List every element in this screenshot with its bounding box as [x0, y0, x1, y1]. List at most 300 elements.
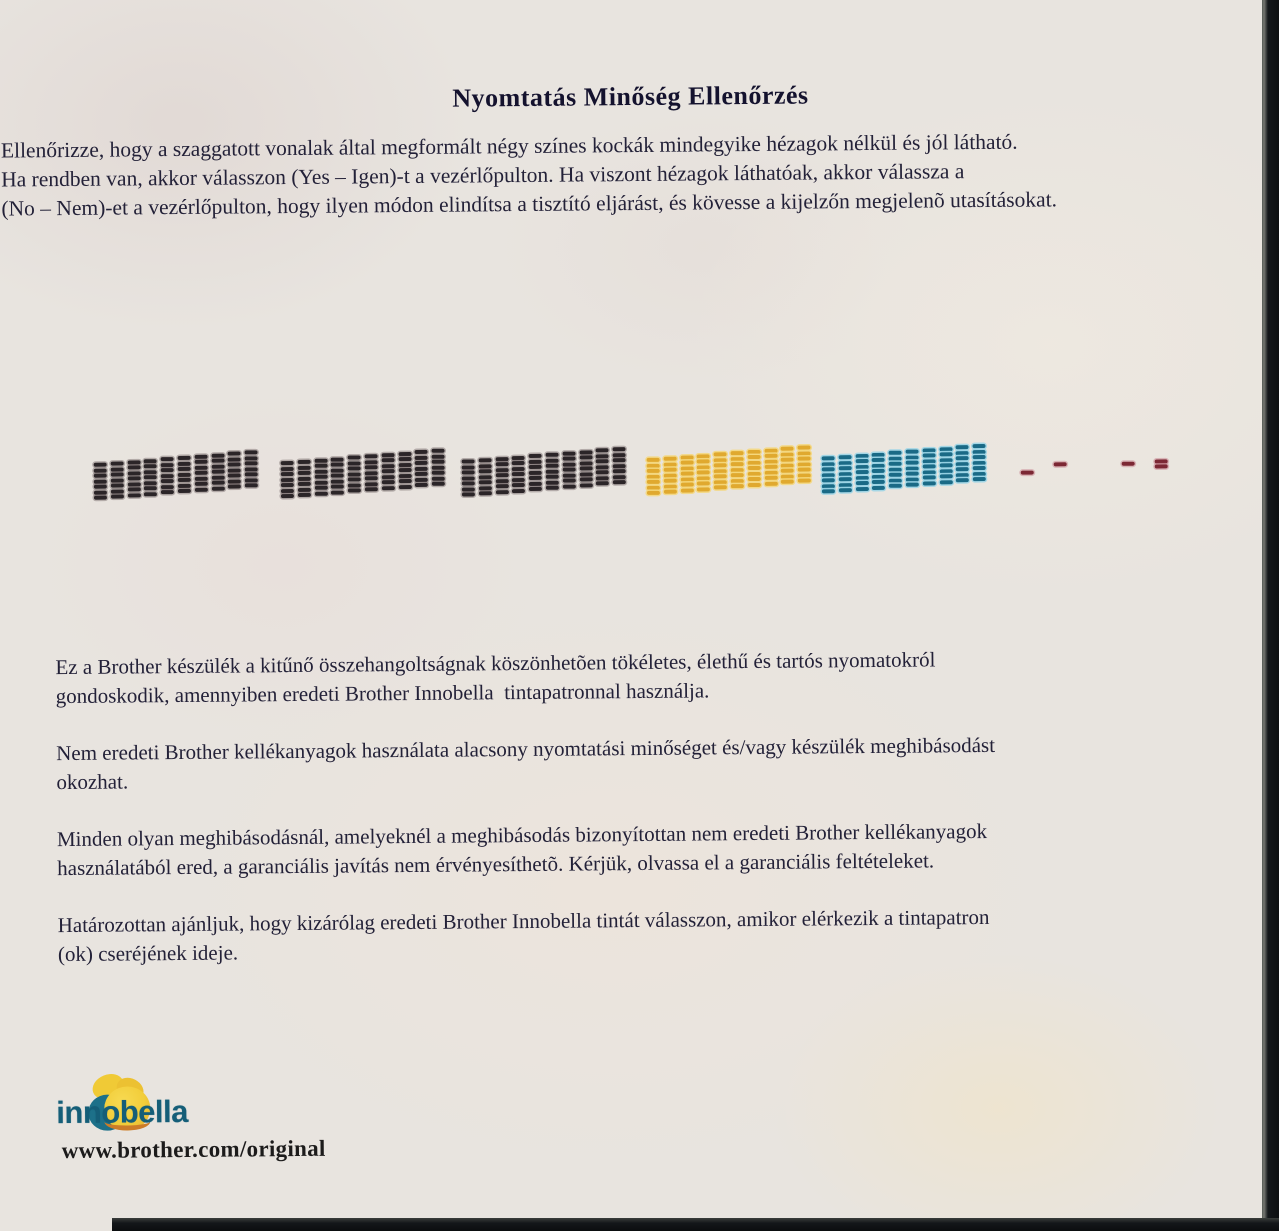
paragraph-line: gondoskodik, amennyiben eredeti Brother Innobella tintapatronnal használja.	[55, 677, 710, 708]
ink-dash	[748, 477, 761, 481]
ink-dash	[94, 463, 107, 467]
ink-dash	[398, 452, 411, 456]
ink-dash	[747, 466, 760, 470]
ink-dash	[906, 477, 919, 481]
ink-dash	[647, 474, 660, 478]
ink-dash	[495, 479, 508, 483]
ink-dash	[764, 476, 777, 480]
ink-dash	[922, 453, 935, 457]
ink-dash	[365, 460, 378, 464]
ink-dash	[365, 482, 378, 486]
ink-dash	[281, 472, 294, 476]
brother-url: www.brother.com/original	[61, 1135, 326, 1164]
ink-dash	[178, 462, 191, 466]
ink-dash	[822, 489, 835, 493]
ink-dash	[398, 468, 411, 472]
ink-dash	[211, 459, 224, 463]
ink-dash	[956, 451, 969, 455]
ink-dash	[889, 456, 902, 460]
ink-dash	[855, 459, 868, 463]
ink-dash	[495, 490, 508, 494]
ink-dash	[478, 464, 491, 468]
ink-dash	[178, 467, 191, 471]
ink-dash	[314, 458, 327, 462]
ink-dash	[855, 453, 868, 457]
print-quality-pattern	[0, 440, 1278, 511]
ink-dash	[697, 476, 710, 480]
ink-dash	[161, 474, 174, 478]
ink-dash	[697, 471, 710, 475]
ink-dash	[596, 465, 609, 469]
ink-dash	[906, 466, 919, 470]
ink-dash	[563, 468, 576, 472]
ink-dash	[529, 454, 542, 458]
ink-dash	[382, 475, 395, 479]
ink-dash	[647, 463, 660, 467]
ink-dash	[381, 464, 394, 468]
ink-dash	[546, 464, 559, 468]
ink-dash	[415, 466, 428, 470]
ink-dash	[432, 466, 445, 470]
ink-dash	[747, 460, 760, 464]
page-title: Nyomtatás Minőség Ellenőrzés	[452, 80, 809, 113]
ink-dash	[144, 487, 157, 491]
ink-dash	[479, 481, 492, 485]
ink-dash	[512, 489, 525, 493]
ink-dash	[432, 471, 445, 475]
ink-dash	[382, 486, 395, 490]
ink-dash	[348, 477, 361, 481]
pattern-block-black-3	[462, 446, 633, 507]
logo-text: innobella	[56, 1093, 189, 1131]
ink-dash	[781, 458, 794, 462]
ink-dash	[596, 476, 609, 480]
ink-dash	[664, 485, 677, 489]
ink-dash	[194, 454, 207, 458]
ink-dash	[838, 461, 851, 465]
ink-dash	[365, 455, 378, 459]
ink-dash	[973, 455, 986, 459]
ink-dash	[297, 460, 310, 464]
ink-dash	[906, 483, 919, 487]
ink-dash	[281, 489, 294, 493]
paragraph-line: okozhat.	[56, 768, 129, 794]
ink-dash	[529, 481, 542, 485]
ink-dash	[144, 476, 157, 480]
ink-dash	[764, 449, 777, 453]
ink-dash	[314, 475, 327, 479]
ink-dash	[680, 472, 693, 476]
ink-dash	[613, 464, 626, 468]
ink-dash	[889, 451, 902, 455]
ink-dash	[415, 461, 428, 465]
ink-dash	[764, 465, 777, 469]
ink-dash	[512, 478, 525, 482]
pattern-block-yellow	[647, 444, 818, 505]
ink-dash	[94, 474, 107, 478]
ink-dash	[495, 468, 508, 472]
ink-dash	[939, 480, 952, 484]
ink-dash	[245, 462, 258, 466]
ink-dash	[1155, 465, 1168, 469]
ink-dash	[365, 477, 378, 481]
ink-dash	[512, 456, 525, 460]
ink-dash	[781, 447, 794, 451]
ink-dash	[314, 491, 327, 495]
ink-dash	[479, 486, 492, 490]
ink-dash	[432, 477, 445, 481]
ink-dash	[331, 457, 344, 461]
ink-dash	[680, 488, 693, 492]
ink-dash	[613, 453, 626, 457]
ink-dash	[748, 482, 761, 486]
ink-dash	[956, 467, 969, 471]
ink-dash	[144, 470, 157, 474]
ink-dash	[714, 485, 727, 489]
ink-dash	[680, 483, 693, 487]
ink-dash	[144, 481, 157, 485]
ink-dash	[613, 469, 626, 473]
ink-dash	[839, 488, 852, 492]
ink-dash	[415, 450, 428, 454]
ink-dash	[889, 462, 902, 466]
ink-dash	[144, 492, 157, 496]
ink-dash	[161, 490, 174, 494]
ink-dash	[178, 478, 191, 482]
ink-dash	[838, 455, 851, 459]
ink-dash	[365, 466, 378, 470]
ink-dash	[906, 461, 919, 465]
ink-dash	[529, 470, 542, 474]
ink-dash	[781, 474, 794, 478]
ink-dash	[906, 472, 919, 476]
ink-dash	[923, 481, 936, 485]
ink-dash	[479, 492, 492, 496]
ink-dash	[872, 480, 885, 484]
ink-dash	[973, 477, 986, 481]
ink-dash	[228, 468, 241, 472]
ink-dash	[529, 476, 542, 480]
ink-dash	[331, 479, 344, 483]
ink-dash	[798, 479, 811, 483]
ink-dash	[211, 475, 224, 479]
ink-dash	[855, 464, 868, 468]
ink-dash	[178, 456, 191, 460]
ink-dash	[195, 487, 208, 491]
pattern-block-cyan	[822, 443, 993, 504]
ink-dash	[298, 488, 311, 492]
ink-dash	[94, 496, 107, 500]
ink-dash	[178, 484, 191, 488]
ink-dash	[747, 449, 760, 453]
ink-dash	[194, 460, 207, 464]
ink-dash	[956, 473, 969, 477]
ink-dash	[596, 459, 609, 463]
ink-dash	[822, 456, 835, 460]
ink-dash	[161, 457, 174, 461]
ink-dash	[579, 478, 592, 482]
ink-dash	[495, 457, 508, 461]
ink-dash	[1155, 459, 1168, 463]
ink-dash	[822, 473, 835, 477]
ink-dash	[579, 450, 592, 454]
ink-dash	[348, 472, 361, 476]
ink-dash	[462, 487, 475, 491]
ink-dash	[973, 472, 986, 476]
ink-dash	[495, 484, 508, 488]
ink-dash	[764, 471, 777, 475]
ink-dash	[956, 445, 969, 449]
ink-dash	[195, 476, 208, 480]
paragraph-line: használatából ered, a garanciális javítás nem érvényesíthetõ. Kérjük, olvassa el a garanciális feltételeket.	[57, 847, 935, 880]
ink-dash	[764, 482, 777, 486]
ink-dash	[195, 482, 208, 486]
ink-dash	[731, 451, 744, 455]
ink-dash	[314, 469, 327, 473]
ink-dash	[956, 462, 969, 466]
ink-dash	[161, 468, 174, 472]
ink-dash	[245, 484, 258, 488]
ink-dash	[680, 477, 693, 481]
ink-dash	[872, 464, 885, 468]
ink-dash	[680, 466, 693, 470]
ink-dash	[731, 468, 744, 472]
ink-dash	[596, 481, 609, 485]
ink-dash	[462, 459, 475, 463]
ink-dash	[348, 461, 361, 465]
ink-dash	[781, 452, 794, 456]
ink-dash	[546, 481, 559, 485]
ink-dash	[298, 471, 311, 475]
ink-dash	[245, 451, 258, 455]
ink-dash	[228, 457, 241, 461]
ink-dash	[872, 469, 885, 473]
ink-dash	[647, 458, 660, 462]
ink-dash	[781, 463, 794, 467]
ink-dash	[562, 451, 575, 455]
ink-dash	[398, 474, 411, 478]
ink-dash	[855, 475, 868, 479]
ink-dash	[245, 456, 258, 460]
paragraph-line: Minden olyan meghibásodásnál, amelyeknél a meghibásodás bizonyítottan nem eredeti Brother kellékanyagok	[56, 818, 988, 852]
ink-dash	[331, 468, 344, 472]
ink-dash	[664, 479, 677, 483]
ink-dash	[495, 462, 508, 466]
ink-dash	[127, 460, 140, 464]
ink-dash	[398, 457, 411, 461]
ink-dash	[331, 490, 344, 494]
ink-dash	[731, 457, 744, 461]
ink-dash	[839, 483, 852, 487]
ink-dash	[111, 489, 124, 493]
ink-dash	[331, 485, 344, 489]
ink-dash	[144, 465, 157, 469]
ink-dash	[731, 462, 744, 466]
ink-dash	[647, 469, 660, 473]
ink-dash	[245, 473, 258, 477]
ink-dash	[872, 475, 885, 479]
ink-dash	[872, 486, 885, 490]
ink-dash	[365, 471, 378, 475]
ink-dash	[128, 493, 141, 497]
pattern-block-black-2	[281, 448, 452, 509]
ink-dash	[822, 484, 835, 488]
ink-dash	[512, 483, 525, 487]
ink-dash	[714, 469, 727, 473]
ink-dash	[462, 476, 475, 480]
ink-dash	[348, 455, 361, 459]
ink-dash	[939, 464, 952, 468]
ink-dash	[211, 464, 224, 468]
ink-dash	[298, 477, 311, 481]
ink-dash	[194, 465, 207, 469]
ink-dash	[127, 487, 140, 491]
ink-dash	[94, 479, 107, 483]
ink-dash	[529, 459, 542, 463]
ink-dash	[939, 469, 952, 473]
ink-dash	[348, 483, 361, 487]
ink-dash	[432, 449, 445, 453]
ink-dash	[479, 475, 492, 479]
scan-edge-bottom	[112, 1218, 1279, 1231]
ink-dash	[579, 472, 592, 476]
ink-dash	[839, 472, 852, 476]
ink-dash	[331, 474, 344, 478]
ink-dash	[245, 467, 258, 471]
ink-dash	[872, 458, 885, 462]
ink-dash	[415, 483, 428, 487]
ink-dash	[956, 456, 969, 460]
ink-dash	[922, 464, 935, 468]
intro-line: (No – Nem)-et a vezérlőpulton, hogy ilyen módon elindítsa a tisztító eljárást, és kövesse a kijelzőn megjelenõ utasításokat.	[1, 187, 1058, 221]
ink-dash	[939, 453, 952, 457]
ink-dash	[546, 486, 559, 490]
ink-dash	[747, 455, 760, 459]
ink-dash	[563, 479, 576, 483]
ink-dash	[579, 483, 592, 487]
ink-dash	[939, 475, 952, 479]
ink-dash	[855, 481, 868, 485]
ink-dash	[127, 482, 140, 486]
ink-dash	[462, 470, 475, 474]
intro-line: Ha rendben van, akkor válasszon (Yes – Igen)-t a vezérlőpulton. Ha viszont hézagok láthatóak, akkor válassza a	[1, 159, 965, 192]
ink-dash	[281, 467, 294, 471]
ink-dash	[939, 447, 952, 451]
ink-dash	[714, 480, 727, 484]
ink-dash	[512, 472, 525, 476]
ink-dash	[697, 465, 710, 469]
ink-dash	[381, 453, 394, 457]
ink-dash	[764, 460, 777, 464]
paragraph-genuine-ink	[55, 643, 1185, 710]
ink-dash	[415, 455, 428, 459]
ink-dash	[562, 457, 575, 461]
paragraph-line: Határozottan ajánljuk, hogy kizárólag eredeti Brother Innobella tintát válasszon, amikor elérkezik a tintapatron	[57, 904, 990, 938]
ink-dash	[663, 463, 676, 467]
ink-dash	[872, 453, 885, 457]
ink-dash	[281, 478, 294, 482]
ink-dash	[546, 453, 559, 457]
ink-dash	[764, 454, 777, 458]
ink-dash	[94, 468, 107, 472]
paragraph-line: (ok) cseréjének ideje.	[57, 940, 239, 966]
ink-dash	[228, 484, 241, 488]
ink-dash	[889, 478, 902, 482]
ink-dash	[512, 461, 525, 465]
ink-dash	[228, 451, 241, 455]
ink-dash	[562, 462, 575, 466]
ink-dash	[211, 453, 224, 457]
ink-dash	[731, 473, 744, 477]
ink-dash	[195, 471, 208, 475]
ink-dash	[697, 482, 710, 486]
ink-dash	[415, 477, 428, 481]
ink-dash	[365, 488, 378, 492]
ink-dash	[906, 455, 919, 459]
ink-dash	[298, 493, 311, 497]
ink-dash	[178, 489, 191, 493]
ink-dash	[798, 446, 811, 450]
ink-dash	[178, 473, 191, 477]
ink-dash	[798, 457, 811, 461]
ink-dash	[889, 484, 902, 488]
ink-dash	[579, 467, 592, 471]
ink-dash	[94, 490, 107, 494]
ink-dash	[479, 470, 492, 474]
ink-dash	[529, 487, 542, 491]
paragraph-warranty	[57, 815, 1187, 882]
ink-dash	[298, 482, 311, 486]
paragraph-line: Nem eredeti Brother kellékanyagok használata alacsony nyomtatási minőséget és/vagy készülék meghibásodást	[56, 732, 996, 766]
ink-dash	[613, 480, 626, 484]
ink-dash	[495, 473, 508, 477]
ink-dash	[398, 463, 411, 467]
ink-dash	[127, 471, 140, 475]
ink-dash	[398, 479, 411, 483]
ink-dash	[382, 469, 395, 473]
ink-dash	[855, 486, 868, 490]
ink-dash	[111, 495, 124, 499]
ink-dash	[822, 478, 835, 482]
ink-dash	[127, 476, 140, 480]
ink-dash	[697, 460, 710, 464]
ink-dash	[314, 464, 327, 468]
ink-dash	[398, 485, 411, 489]
ink-dash	[228, 473, 241, 477]
ink-dash	[922, 459, 935, 463]
ink-dash	[281, 461, 294, 465]
ink-dash	[127, 465, 140, 469]
ink-dash	[923, 475, 936, 479]
ink-dash	[748, 471, 761, 475]
ink-dash	[462, 492, 475, 496]
ink-dash	[228, 462, 241, 466]
ink-dash	[314, 480, 327, 484]
ink-dash	[939, 458, 952, 462]
ink-dash	[973, 461, 986, 465]
ink-dash	[579, 461, 592, 465]
ink-dash	[839, 477, 852, 481]
ink-dash	[855, 470, 868, 474]
intro-paragraph	[1, 126, 1254, 224]
ink-dash	[973, 450, 986, 454]
ink-dash	[1021, 470, 1034, 474]
ink-dash	[579, 456, 592, 460]
ink-dash	[956, 478, 969, 482]
ink-dash	[781, 469, 794, 473]
ink-dash	[348, 466, 361, 470]
ink-dash	[211, 486, 224, 490]
